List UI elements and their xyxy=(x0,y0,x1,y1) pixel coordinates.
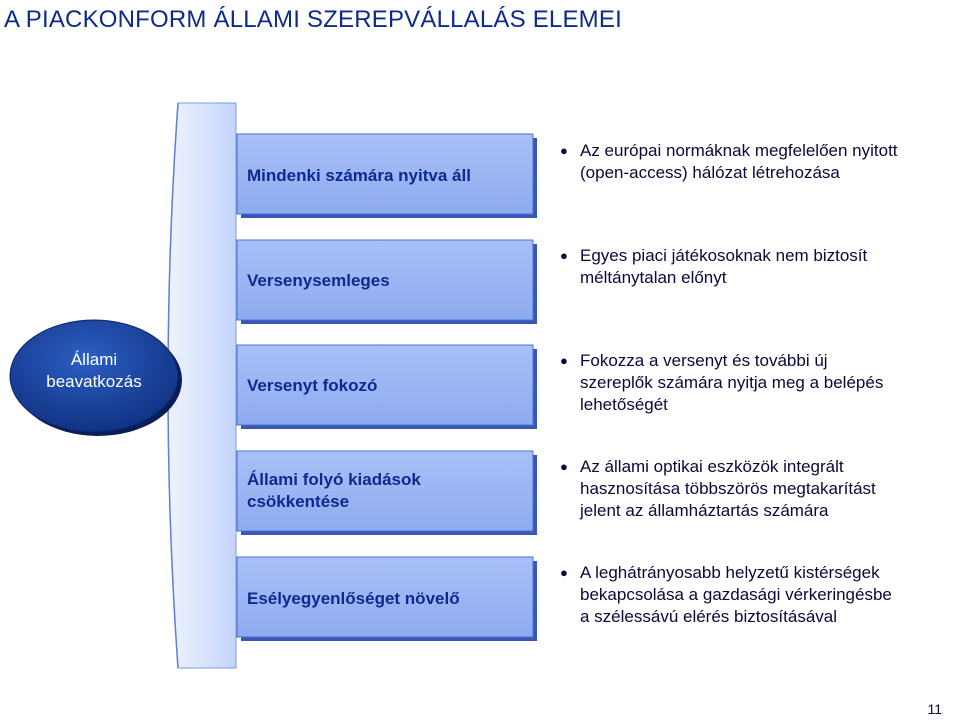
bullet-5-line3: a szélessávú elérés biztosításával xyxy=(580,607,838,626)
bullet-3-line3: lehetőségét xyxy=(580,395,668,414)
bullet-3 xyxy=(560,350,956,416)
bullet-2-line2: méltánytalan előnyt xyxy=(580,268,727,287)
box-4-label-line1: Állami folyó kiadások xyxy=(247,470,421,489)
bullet-1-line2: (open-access) hálózat létrehozása xyxy=(580,163,840,182)
bullet-5-line1: A leghátrányosabb helyzetű kistérségek xyxy=(580,563,880,582)
bullet-1-line1: Az európai normáknak megfelelően nyitott xyxy=(580,141,898,160)
bullet-dot-icon: ● xyxy=(560,248,568,263)
box-1-label-line1: Mindenki számára nyitva áll xyxy=(247,166,471,185)
bullet-1 xyxy=(560,140,956,184)
bullet-4-line1: Az állami optikai eszközök integrált xyxy=(580,457,844,476)
bullet-2 xyxy=(560,245,956,289)
bullet-dot-icon: ● xyxy=(560,459,568,474)
bullet-5 xyxy=(560,562,956,628)
box-5-label xyxy=(247,588,460,610)
box-4-label xyxy=(247,469,421,513)
box-2-label-line1: Versenysemleges xyxy=(247,271,390,290)
center-label xyxy=(16,349,172,393)
box-4-label-line2: csökkentése xyxy=(247,492,350,511)
bullet-dot-icon: ● xyxy=(560,565,568,580)
bullet-4-line2: hasznosítása többszörös megtakarítást xyxy=(580,479,876,498)
bullet-4 xyxy=(560,456,956,522)
bullet-dot-icon: ● xyxy=(560,353,568,368)
bullet-3-line1: Fokozza a versenyt és további új xyxy=(580,351,828,370)
bullet-3-line2: szereplők számára nyitja meg a belépés xyxy=(580,373,884,392)
page-number: 11 xyxy=(927,701,942,717)
center-label-line1: Állami xyxy=(70,350,118,369)
slide-title: A PIACKONFORM ÁLLAMI SZEREPVÁLLALÁS ELEMEI xyxy=(4,6,622,33)
bullet-2-line1: Egyes piaci játékosoknak nem biztosít xyxy=(580,246,868,265)
bullet-5-line2: bekapcsolása a gazdasági vérkeringésbe xyxy=(580,585,892,604)
box-2-label xyxy=(247,270,390,292)
bullet-dot-icon: ● xyxy=(560,143,568,158)
box-1-label xyxy=(247,165,471,187)
bullet-4-line3: jelent az államháztartás számára xyxy=(580,501,829,520)
center-label-line2: beavatkozás xyxy=(46,372,142,391)
box-5-label-line1: Esélyegyenlőséget növelő xyxy=(247,589,460,608)
box-3-label xyxy=(247,375,377,397)
box-3-label-line1: Versenyt fokozó xyxy=(247,376,378,395)
